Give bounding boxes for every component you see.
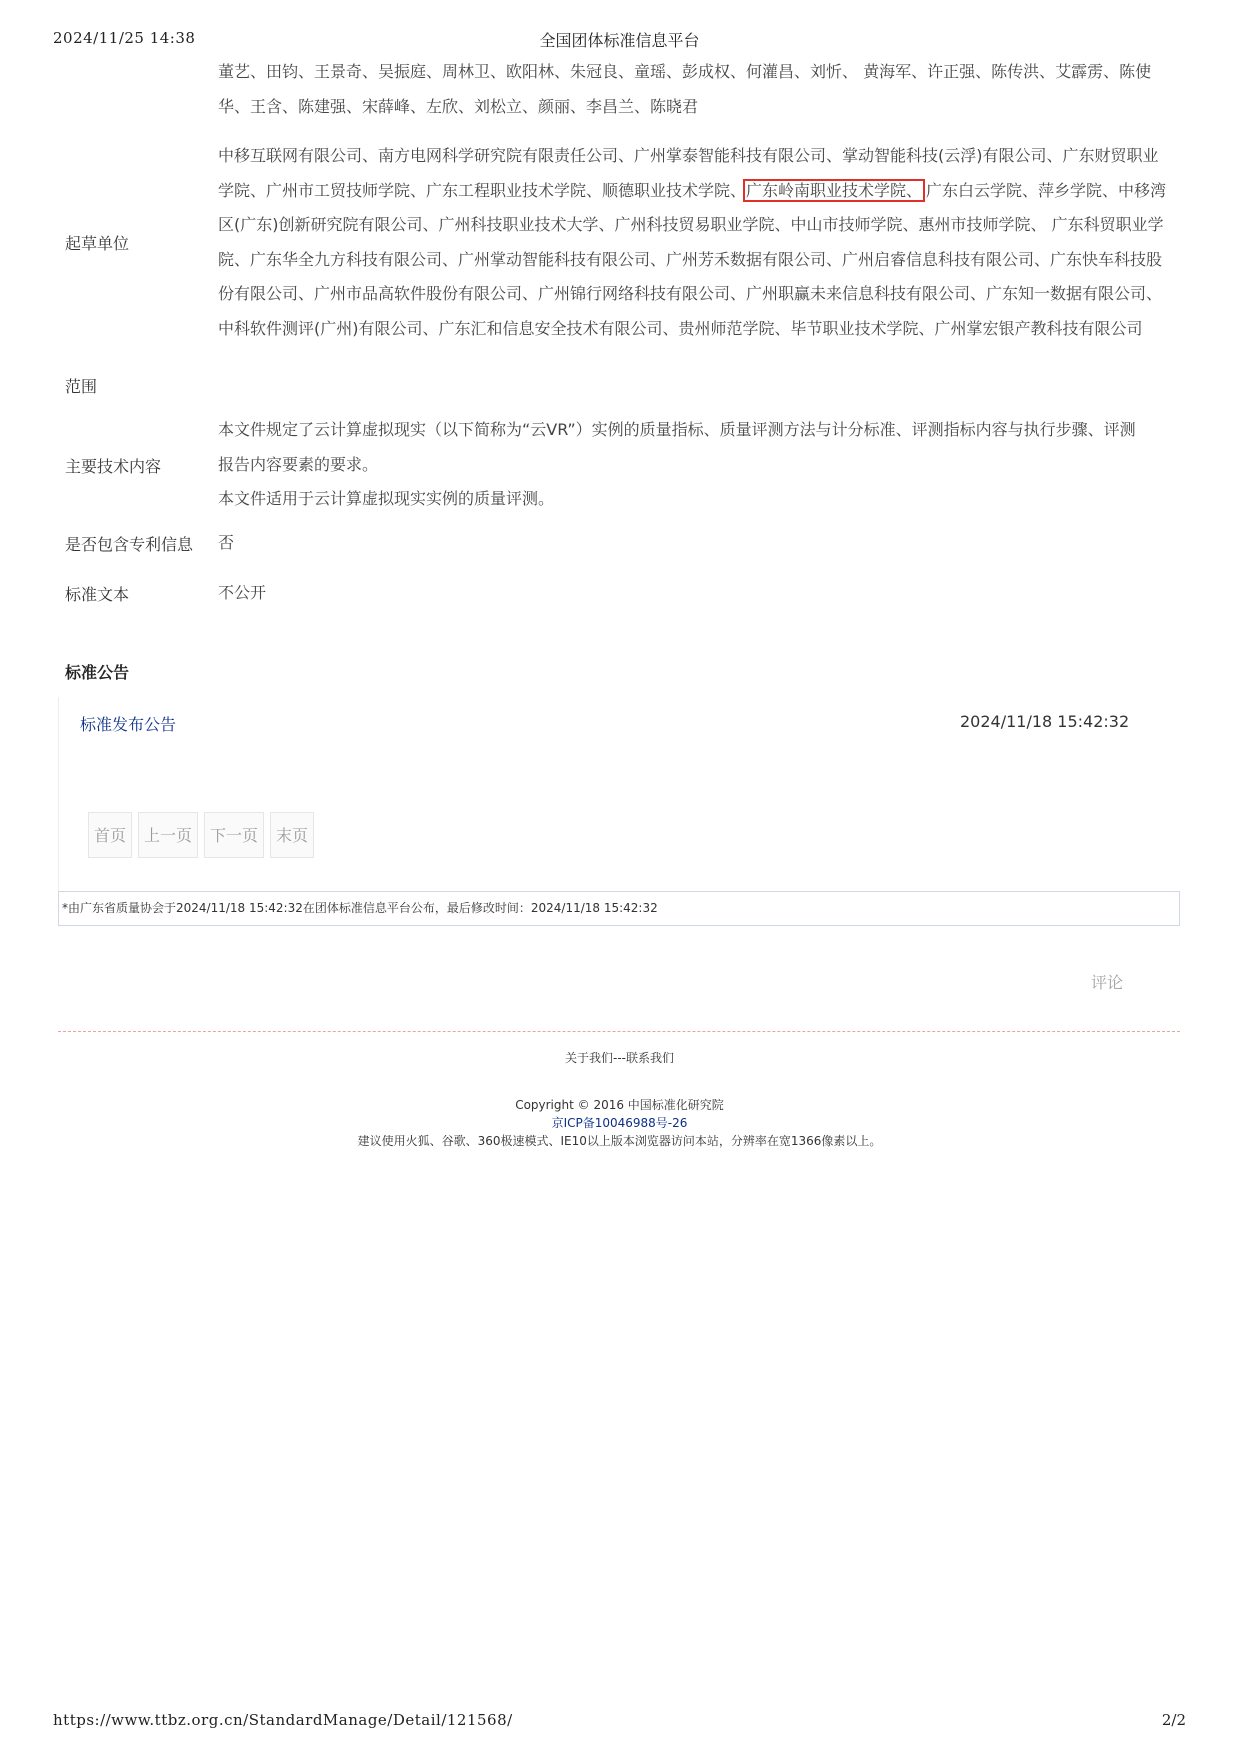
notice-section-title: 标准公告 <box>65 663 130 682</box>
main-content-line: 本文件规定了云计算虚拟现实（以下简称为“云VR”）实例的质量指标、质量评测方法与计分标准、评测指标内容与执行步骤、评测 <box>218 420 1136 440</box>
footer-copyright-block <box>0 1096 1239 1150</box>
drafting-units-line: 中移互联网有限公司、南方电网科学研究院有限责任公司、广州掌泰智能科技有限公司、掌动智能科技(云浮)有限公司、广东财贸职业 <box>218 146 1159 165</box>
print-footer-page-number: 2/2 <box>1161 1711 1186 1729</box>
footer-about-contact-links[interactable]: 关于我们---联系我们 <box>565 1051 674 1065</box>
patent-value: 否 <box>218 532 235 552</box>
drafting-units-line: 中科软件测评(广州)有限公司、广东汇和信息安全技术有限公司、贵州师范学院、毕节职业技术学院、广州掌宏银产教科技有限公司 <box>218 318 1143 338</box>
drafting-units-value <box>218 139 1188 346</box>
main-content-line: 本文件适用于云计算虚拟现实实例的质量评测。 <box>218 489 555 509</box>
drafting-units-line: 区(广东)创新研究院有限公司、广州科技职业技术大学、广州科技贸易职业学院、中山市技师学院、惠州市技师学院、 广东科贸职业学 <box>218 215 1164 234</box>
footer-divider <box>58 1031 1180 1032</box>
footer-copyright: Copyright © 2016 中国标准化研究院 <box>515 1098 724 1112</box>
drafting-units-label: 起草单位 <box>65 234 130 253</box>
standard-detail-table <box>58 58 1188 617</box>
highlighted-unit: 广东岭南职业技术学院、 <box>743 179 925 202</box>
drafting-units-text: 学院、广州市工贸技师学院、广东工程职业技术学院、顺德职业技术学院、 <box>218 180 747 200</box>
next-page-button[interactable]: 下一页 <box>204 812 264 858</box>
pagination <box>88 812 314 858</box>
footer-icp-link[interactable]: 京ICP备10046988号-26 <box>551 1116 688 1130</box>
standard-text-value: 不公开 <box>218 582 267 602</box>
publish-info-note: *由广东省质量协会于2024/11/18 15:42:32在团体标准信息平台公布，最后修改时间：2024/11/18 15:42:32 <box>58 891 1180 926</box>
drafters-value <box>218 55 1188 124</box>
main-content-label: 主要技术内容 <box>65 456 162 476</box>
prev-page-button[interactable]: 上一页 <box>138 812 198 858</box>
main-content-row <box>58 413 1188 517</box>
first-page-button[interactable]: 首页 <box>88 812 132 858</box>
notice-item-date: 2024/11/18 15:42:32 <box>960 712 1130 731</box>
print-footer-url: https://www.ttbz.org.cn/StandardManage/Detail/121568/ <box>53 1711 513 1729</box>
scope-label: 范围 <box>65 376 98 396</box>
drafting-units-line: 份有限公司、广州市品高软件股份有限公司、广州锦行网络科技有限公司、广州职赢未来信息科技有限公司、广东知一数据有限公司、 <box>218 284 1163 303</box>
main-content-value <box>218 413 1188 517</box>
drafters-line: 华、王含、陈建强、宋薛峰、左欣、刘松立、颜丽、李昌兰、陈晓君 <box>218 96 699 116</box>
drafting-units-row <box>58 135 1188 350</box>
standard-text-label: 标准文本 <box>65 584 130 604</box>
notice-item-link[interactable]: 标准发布公告 <box>80 715 177 734</box>
print-header-site-title: 全国团体标准信息平台 <box>539 31 700 50</box>
last-page-button[interactable]: 末页 <box>270 812 314 858</box>
patent-row <box>58 519 1188 567</box>
comment-link[interactable]: 评论 <box>1091 973 1124 992</box>
print-header-datetime: 2024/11/25 14:38 <box>53 29 196 47</box>
standard-text-row <box>58 569 1188 617</box>
drafters-row <box>58 58 1188 121</box>
drafting-units-text: 广东白云学院、萍乡学院、中移湾 <box>926 180 1167 200</box>
drafting-units-line: 院、广东华全九方科技有限公司、广州掌动智能科技有限公司、广州芳禾数据有限公司、广州启睿信息科技有限公司、广东快车科技股 <box>218 249 1163 269</box>
patent-label: 是否包含专利信息 <box>65 534 194 554</box>
main-content-line: 报告内容要素的要求。 <box>218 454 379 474</box>
scope-row <box>58 361 1188 409</box>
drafting-units-line <box>218 174 1188 209</box>
drafters-line: 董艺、田钧、王景奇、吴振庭、周林卫、欧阳林、朱冠良、童瑶、彭成权、何灌昌、刘忻、 黄海军、许正强、陈传洪、艾霹雳、陈使 <box>218 62 1152 81</box>
footer-browser-note: 建议使用火狐、谷歌、360极速模式、IE10以上版本浏览器访问本站，分辨率在宽1366像素以上。 <box>357 1134 882 1148</box>
